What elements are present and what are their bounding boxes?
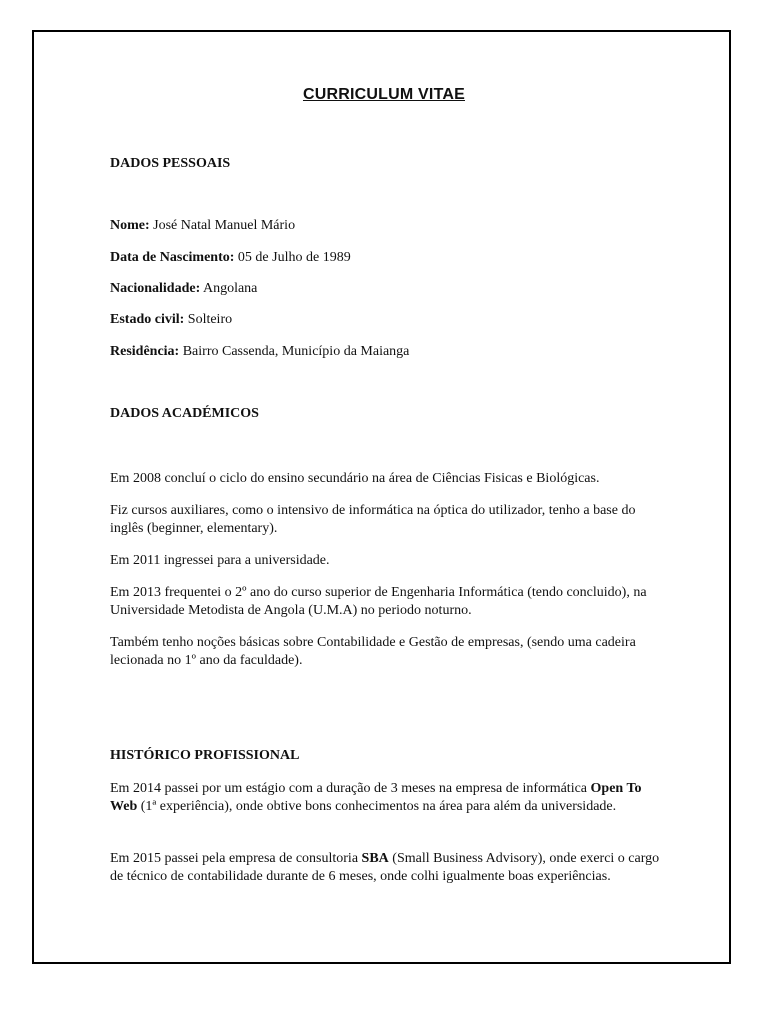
field-residence (110, 344, 409, 360)
academic-paragraph: Em 2008 concluí o ciclo do ensino secundário na área de Ciências Fisicas e Biológicas. (110, 471, 600, 486)
professional-paragraph (110, 780, 670, 816)
field-label: Estado civil: (110, 312, 185, 327)
professional-paragraph (110, 850, 670, 886)
field-value: Angolana (200, 281, 258, 296)
field-label: Residência: (110, 344, 180, 359)
field-value: Solteiro (184, 312, 233, 327)
company-name: Open To Web (110, 781, 642, 814)
field-civil-status (110, 312, 232, 328)
field-nationality (110, 281, 257, 297)
section-heading-academic: DADOS ACADÉMICOS (110, 406, 259, 421)
text-segment: Em 2015 passei pela empresa de consultoria (110, 851, 362, 866)
academic-paragraph: Fiz cursos auxiliares, como o intensivo de informática na óptica do utilizador, tenho a base do inglês (beginner, elementary). (110, 503, 636, 536)
field-value: 05 de Julho de 1989 (234, 250, 351, 265)
academic-paragraph: Em 2011 ingressei para a universidade. (110, 553, 330, 568)
company-name: SBA (361, 851, 389, 866)
section-heading-personal: DADOS PESSOAIS (110, 156, 231, 171)
field-label: Data de Nascimento: (110, 250, 235, 265)
field-value: José Natal Manuel Mário (149, 218, 296, 233)
academic-paragraph: Em 2013 frequentei o 2º ano do curso superior de Engenharia Informática (tendo concluido), na Universidade Metodista de Angola (U.M.A) no periodo noturno. (110, 585, 647, 618)
text-segment: (Small Business Advisory), onde exerci o cargo de técnico de contabilidade durante de 6 meses, onde colhi igualmente boas experiências. (110, 851, 660, 884)
text-segment: (1ª experiência), onde obtive bons conhecimentos na área para além da universidade. (137, 799, 617, 814)
document-title: CURRICULUM VITAE (302, 86, 465, 103)
field-label: Nome: (110, 218, 150, 233)
field-name (110, 218, 295, 234)
section-heading-professional: HISTÓRICO PROFISSIONAL (110, 748, 300, 763)
text-segment: Em 2014 passei por um estágio com a duração de 3 meses na empresa de informática (110, 781, 591, 796)
field-label: Nacionalidade: (110, 281, 201, 296)
field-value: Bairro Cassenda, Município da Maianga (179, 344, 410, 359)
academic-paragraph: Também tenho noções básicas sobre Contabilidade e Gestão de empresas, (sendo uma cadeira lecionada no 1º ano da faculdade). (110, 635, 636, 668)
field-birthdate (110, 250, 351, 266)
